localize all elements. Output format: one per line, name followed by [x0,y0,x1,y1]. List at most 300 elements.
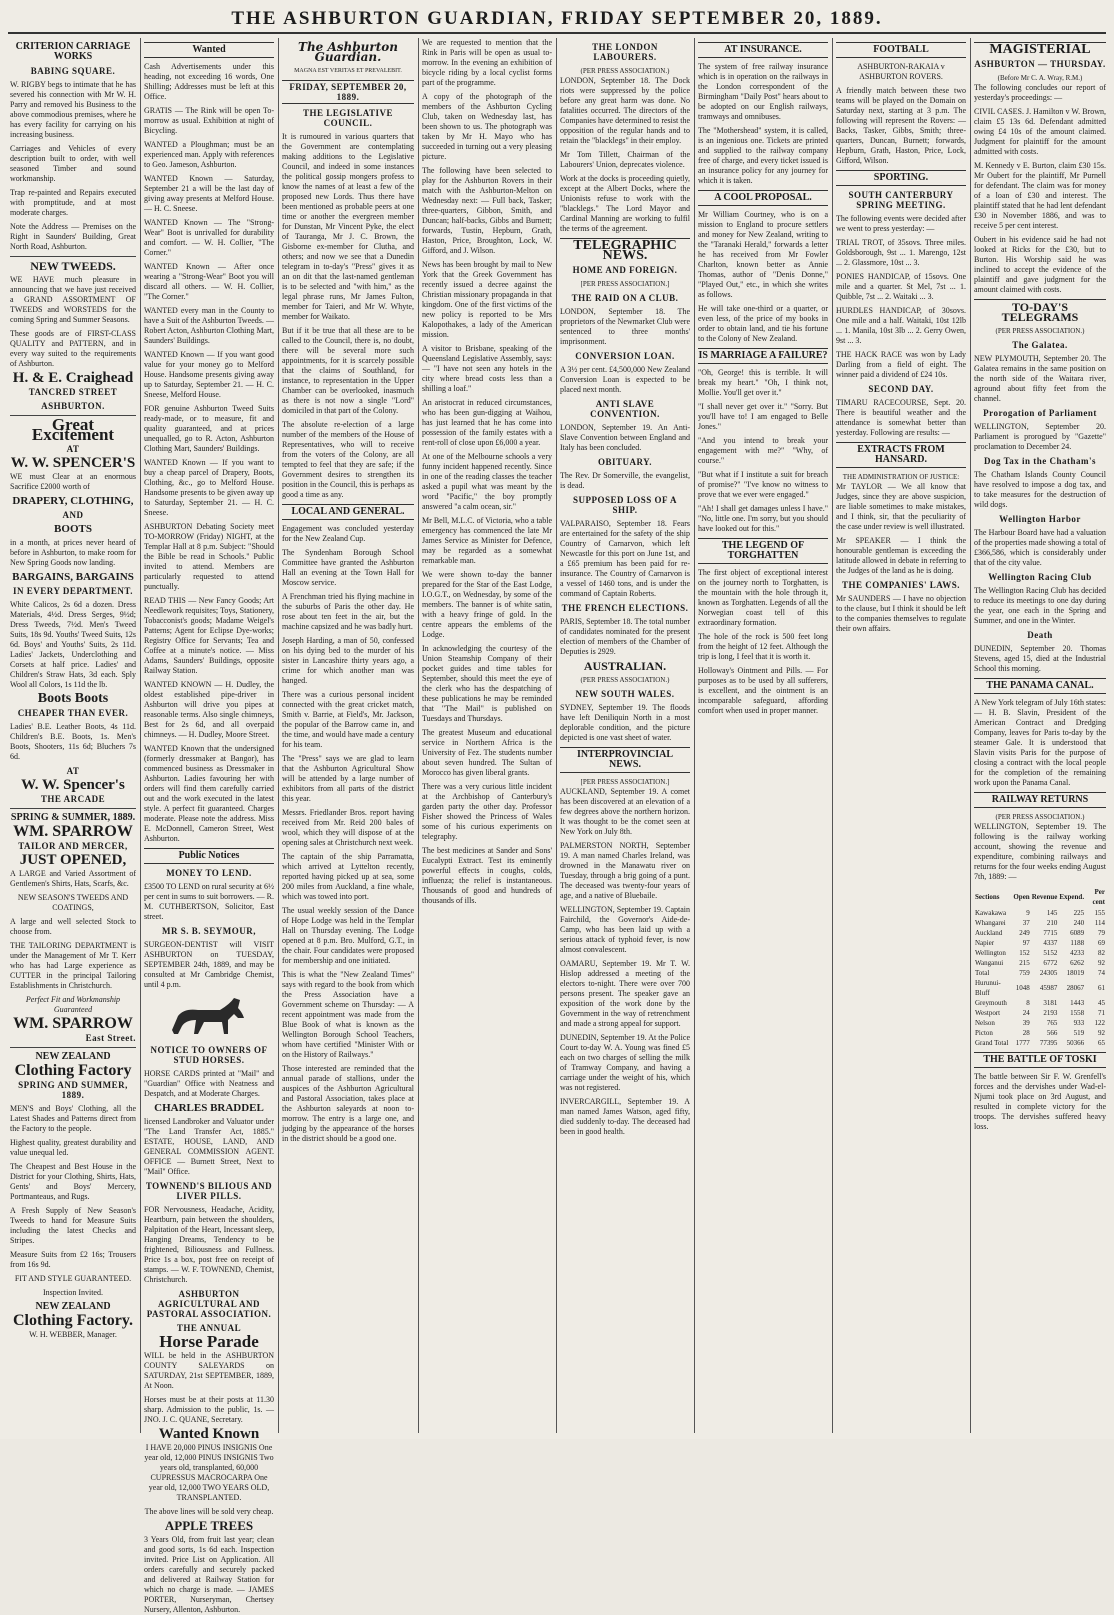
article-source: (PER PRESS ASSOCIATION.) [580,676,670,684]
article-text: TIMARU RACECOURSE, Sept. 20. There is beautiful weather and the attendance is somewhat better than yesterday. Following are results: — [836,398,966,437]
section-heading: FOOTBALL [836,42,966,58]
article-text: The "Press" says we are glad to learn that the Ashburton Agricultural Show will be attended by a large number of exhibitors from all parts of the district this year. [282,754,414,803]
ad-text: White Calicos, 2s 6d a dozen. Dress Materials, 4½d. Dress Serges, 9½d; Dress Tweeds, 7½d. Men's Tweed Suits, 18s 9d. Youths' Tweed Suits, 12s 6d. Boys' and Youths' Suits, 2s 11d. Ladies' Jackets, Underclothing and Corsets at half price. Ladies' and Children's Straw Hats, 3d each. Sply Wool all Colors, 1s 11d the lb. [10,600,136,689]
article-source: [PER PRESS ASSOCIATION.] [580,778,670,786]
article-text: We are requested to mention that the Rink in Paris will be open as usual to-morrow. In the evening an exhibition of bicycle riding by a local cyclist forms part of the programme. [422,38,552,87]
table-cell: Grand Total [975,1039,1009,1047]
column-rule [556,38,557,1433]
table-cell: 45 [1098,999,1105,1007]
table-cell: 24305 [1039,969,1058,977]
article-text: LONDON, September 19. An Anti-Slave Convention between England and Italy has been concluded. [560,423,690,452]
notice-text: FOR genuine Ashburton Tweed Suits ready-made, or to measure, fit and quality guaranteed, and at prices unequalled, go to R. Acton, Ashburton Clothing Mart, Saunders' Buildings. [144,404,274,453]
table-cell: Total [975,969,990,977]
article-text: Mr SPEAKER — I think the honourable gentleman is exceeding the latitude allowed in debate in referring to the Judges of the land as he is doing. [836,536,966,575]
ad-text: Trap re-painted and Repairs executed with promptitude, and at most moderate charges. [10,188,136,217]
article-text: "Ah! I shall get damages unless I have." "No, little one. I'm sorry, but you should have looked out for this." [698,504,828,533]
ad-heading: Great Excitement [31,415,115,444]
notice-text: SURGEON-DENTIST will VISIT ASHBURTON on TUESDAY, SEPTEMBER 24th, 1889, and may be consulted at Mr Cambridge Chemist, until 4 p.m. [144,940,274,989]
article-text: INVERCARGILL, September 19. A man named James Watson, aged fifty, died suddenly to-day. The deceased had been in good health. [560,1097,690,1136]
article-text: News has been brought by mail to New York that the Greek Government has recently issued a decree against the Christian missionary propaganda in that kingdom. One of the first victims of the new policy is reported to be Mrs Kalopothakes, a lady of the American mission. [422,260,552,339]
section-subheading: SOUTH CANTERBURY SPRING MEETING. [848,190,954,210]
table-row [974,958,1106,968]
table-cell: Whangarei [975,919,1006,927]
article-text: Oubert in his evidence said he had not looked at Ricks for the £30, but to Burton. His Worship said he was inclined to accept the evidence of the plaintiff and gave judgment for the amount claimed with costs. [974,235,1106,294]
table-cell: 1777 [1015,1039,1030,1047]
notice-text: WILL be held in the ASHBURTON COUNTY SALEYARDS on SATURDAY, 21st SEPTEMBER, 1889, At Noon. [144,1351,274,1390]
column-7 [836,38,966,1433]
column-rule [832,38,833,1433]
article-text: Engagement was concluded yesterday for the New Zealand Cup. [282,524,414,543]
table-header-cell: Sections [975,893,1000,901]
article-text: The captain of the ship Parramatta, which arrived at Lyttelton recently, reported having picked up at sea, some 200 miles from Auckland, a fine whale, which was towed into port. [282,852,414,901]
article-text: AUCKLAND, September 19. A comet has been discovered at an elevation of a few degrees above the northern horizon. It was thought to be the comet seen at New York on July 8th. [560,787,690,836]
notice-text: Cash Advertisements under this heading, not exceeding 16 words, One Shilling; Addresses must be left at this Office. [144,62,274,101]
notice-text: WANTED Known that the undersigned (formerly dressmaker at Bangor), has commenced business as Dressmaker in Ashburton. Ladies favouring her with orders will find them carefully carried out and the work executed in the latest style. A perfect fit guaranteed. Charges moderate. Please note the address. Miss E. McDonnell, Cameron Street, West Ashburton. [144,744,274,843]
article-text: The best medicines at Sander and Sons' Eucalypti Extract. Test its eminently powerful effects in coughs, colds, influenza; the relief is instantaneous. Thousands of good and hundreds of thousands of ills. [422,846,552,905]
article-text: WELLINGTON, September 20. Parliament is prorogued by "Gazette" proclamation to December 24. [974,422,1106,451]
article-text: PONIES HANDICAP, of 15sovs. One mile and a quarter. St Mel, 7st ... 1. Quibble, 7st ... 2. Waitaki ... 3. [836,272,966,301]
column-rule [418,38,419,1433]
section-heading: EXTRACTS FROM HANSARD. [836,442,966,468]
ad-text: Ladies' B.E. Leather Boots, 4s 11d. Children's B.E. Boots, 1s. Men's Boots, Shooters, 11s 6d; Bluchers 7s 6d. [10,722,136,761]
ad-text: FIT AND STYLE GUARANTEED. [14,1274,132,1283]
article-text: NEW PLYMOUTH, September 20. The Galatea remains in the same position on the north side of the Waitara river, aground about fifty feet from the channel. [974,354,1106,403]
article-text: This is what the "New Zealand Times" says with regard to the book from which the Press Association have a Government scheme on Thursday: — A recent appointment was made from the Blue Book of what is known as the Wellington Borough School Teachers, whom have certified "Minister With or on the History of Railways." [282,970,414,1059]
article-text: A Frenchman tried his flying machine in the suburbs of Paris the other day. He rose about ten feet in the air, but the machine capsized and he was badly hurt. [282,592,414,631]
notice-text: WANTED Known — If you want good value for your money go to Melford House. Handsome presents giving away up to Saturday, September 21. — H. C. Sneese, Melford House. [144,350,274,399]
article-text: PALMERSTON NORTH, September 19. A man named Charles Ireland, was drowned in the Manawatu river on Tuesday, through a brig going of a punt. The deceased was twenty-four years of age, and a native of Bluebaile. [560,841,690,900]
table-row [974,1028,1106,1038]
ad-text: Highest quality, greatest durability and value unequal led. [10,1138,136,1157]
table-cell: Napier [975,939,995,947]
editorial-masthead: The Ashburton Guardian. [298,40,398,64]
table-row [974,978,1106,998]
article-text: The usual weekly session of the Dance of Hope Lodge was held in the Templar Hall on Thursday evening. The Lodge opened at 8 p.m. Bro. Mulford, G.T., in the chair. Four candidates were proposed for membership and one initiated. [282,906,414,965]
article-text: Holloway's Ointment and Pills. — For purposes as to be used by all sufferers, is excellent, and the ointment is an incomparable safeguard, affording comfort when used in proper manner. [698,666,828,715]
table-cell: 122 [1094,1019,1105,1027]
ad-text: Inspection Invited. [43,1288,103,1297]
column-2 [144,38,274,1614]
section-heading: LOCAL AND GENERAL. [282,504,414,520]
article-text: A copy of the photograph of the members of the Ashburton Cycling Club, taken on Wednesday last, has been shown to us. The photograph was taken by Mr H. Mayo who has succeeded in turning out a very pleasing picture. [422,92,552,161]
article-text: OAMARU, September 19. Mr T. W. Hislop addressed a meeting of the electors to-night. There were over 700 persons present. The speaker gave an exposition of the work done by the Government in the way of retrenchment and made a strong appeal for support. [560,959,690,1028]
section-subheading: HOME AND FOREIGN. [572,265,678,275]
section-heading: TO-DAY'S TELEGRAMS [974,299,1106,322]
article-source: (Before Mr C. A. Wray, R.M.) [997,74,1083,82]
article-text: WELLINGTON, September 19. Captain Fairchild, the Governor's Aide-de-Camp, who has been laid up with a serious attack of typhoid fever, is now almost convalescent. [560,905,690,954]
article-text: Mr Bell, M.L.C. of Victoria, who a table emergency has commenced the late Mr James Service as Minister for Defence, may be regarded as a somewhat remarkable man. [422,516,552,565]
ad-subheading: BABING SQUARE. [30,66,116,76]
notice-text: licensed Landbroker and Valuator under "The Land Transfer Act, 1885." ESTATE, HOUSE, LAND, AND GENERAL COMMISSION AGENT. OFFICE — Burnett Street, Next to "Mail" Office. [144,1117,274,1176]
table-cell: 2193 [1043,1009,1058,1017]
ad-subheading: East Street. [85,1033,136,1043]
table-row [974,1038,1106,1048]
table-cell: 39 [1022,1019,1030,1027]
article-text: THE HACK RACE was won by Lady Darling from a field of eight. The winner paid a dividend of £24 10s. [836,350,966,379]
table-cell: Greymouth [975,999,1007,1007]
section-heading: TELEGRAPHIC NEWS. [560,238,690,261]
ad-heading: DRAPERY, CLOTHING, [12,495,134,507]
ad-heading: W. W. SPENCER'S [10,455,136,471]
ad-subheading: CHEAPER THAN EVER. [17,708,129,718]
notice-text: 3 Years Old, from fruit last year; clean and good sorts, 1s 6d each. Inspection invited. Price List on Application. All orders carefully and securely packed and delivered at Railway Station for which no charge is made. — JAMES PORTER, Nurseryman, Chertsey Nursery, Allenton, Ashburton. [144,1535,274,1614]
article-text: An aristocrat in reduced circumstances, who has been gun-digging at Waihou, has just learned that he has come into possession of the family estates with a rent-roll of close upon £6,000 a year. [422,398,552,447]
ad-subheading: ASHBURTON. [41,401,105,411]
article-heading: Death [1027,630,1053,640]
article-source: [PER PRESS ASSOCIATION.] [580,280,670,288]
article-text: ASHBURTON-RAKAIA v ASHBURTON ROVERS. [857,62,945,81]
section-heading: INTERPROVINCIAL NEWS. [560,747,690,773]
notice-text: ASHBURTON Debating Society meet TO-MORROW (Friday) NIGHT, at the Templar Hall at 8 p.m. Subject: "Should the Bible be read in Schools." Public invited to attend. Members are particularly requested to attend punctually. [144,522,274,591]
ad-subheading: IN EVERY DEPARTMENT. [13,586,133,596]
ad-heading: WM. SPARROW [13,823,133,840]
editorial-date: FRIDAY, SEPTEMBER 20, 1889. [282,80,414,104]
article-text: The Wellington Racing Club has decided to reduce its meetings to one day during the year, one each in the Spring and Summer, and one in the Winter. [974,586,1106,625]
divider [10,1047,136,1048]
article-text: There was a very curious little incident at the Archbishop of Canterbury's garden party the other day. Professor Fisher showed the Princess of Wales some of his curious experiments on telegraphy. [422,782,552,841]
table-cell: 765 [1046,1019,1058,1027]
table-cell: Hurunui-Bluff [975,979,1001,997]
ad-heading: BOOTS [54,523,92,535]
table-cell: 92 [1098,1029,1105,1037]
table-cell: 4337 [1043,939,1058,947]
table-cell: 8 [1026,999,1030,1007]
table-cell: 249 [1019,929,1030,937]
article-text: It is rumoured in various quarters that the Government are contemplating making additions to the Legislative Council, and indeed in some instances the political gossip mongers profess to know the names of at least a few of the proposed new Lords. Thus there have been mentioned as probable peers at one time or another the evergreen member for Dunstan, Mr Vincent Pyke, the elect of Tauranga, Mr J. C. Brown, the Gisborne ex-member for Clutha, and others; and now we see that a Dunedin telegram in to-day's "Press" gives it as an on dit that the last-named gentleman is to be selected and "with him," as the legal phrase runs, Mr James Fulton, member for Taieri, and Mr W. Whyte, member for Waikato. [282,132,414,321]
article-text: There was a curious personal incident connected with the great cricket match, Smith v. Barrie, at Field's, Mr. Jackson, the popular of the Barrow came in, and the time, and would have made a century for his team. [282,690,414,749]
notice-heading: CHARLES BRADDEL [154,1102,264,1114]
article-text: The Rev. Dr Somerville, the evangelist, is dead. [560,471,690,490]
notice-heading: MR S. B. SEYMOUR, [161,926,256,936]
table-cell: 519 [1073,1029,1085,1037]
article-heading: THE COMPANIES' LAWS. [841,580,961,590]
ad-text: W. H. WEBBER, Manager. [29,1330,117,1339]
section-subheading: ASHBURTON — THURSDAY. [974,59,1106,69]
article-text: DUNEDIN, September 20. Thomas Stevens, aged 15, died at the Industrial School this morning. [974,644,1106,673]
article-text: The Harbour Board have had a valuation of the properties made showing a total of £366,586, which is considerably under that of the city value. [974,528,1106,567]
table-cell: Wanganui [975,959,1004,967]
notice-text: WANTED Known — After once wearing a "Strong-Wear" Boot you will discard all others. — W. H. Collier, "The Corner." [144,262,274,301]
table-body [974,908,1106,1048]
table-row [974,998,1106,1008]
masthead-rule [8,32,1106,34]
ad-text: Perfect Fit and Workmanship Guaranteed [25,995,121,1014]
article-text: The absolute re-election of a large number of the members of the House of Representatives, who will to receive from the voters of the Colony, are all tempted to feel that they are safe; if the Government desires to strengthen its position in the Council, this is perhaps as good a time as any. [282,420,414,499]
divider [10,808,136,809]
article-text: The hole of the rock is 500 feet long from the height of 12 feet. Although the trip is long, I feel that it is worth it. [698,632,828,661]
article-heading: CONVERSION LOAN. [575,351,675,361]
table-cell: 3181 [1043,999,1058,1007]
ad-subheading: TAILOR AND MERCER, [18,841,128,851]
article-heading: NEW SOUTH WALES. [575,689,675,699]
column-rule [970,38,971,1433]
article-text: Those interested are reminded that the annual parade of stallions, under the auspices of the Ashburton Agricultural and Pastoral Association, takes place at the Ashburton saleyards at noon to-morrow. The entry is a large one, and judging by the appearance of the horses in the district should be a good one. [282,1064,414,1143]
article-heading: The Galatea. [1012,340,1068,350]
table-cell: 225 [1073,909,1085,917]
ad-heading: NEW TWEEDS. [30,259,116,273]
article-text: VALPARAISO, September 18. Fears are entertained for the safety of the ship Country of Carnarvon, which left Newcastle for this port on June 1st, and a £65 premium has been paid for re-insurance. The Country of Carnarvon is a vessel of 1460 tons, and is under the command of Captain Roberts. [560,519,690,598]
article-text: A 3½ per cent. £4,500,000 New Zealand Conversion Loan is expected to be placed next month. [560,365,690,394]
ad-text: WE HAVE much pleasure in announcing that we have just received a GRAND ASSORTMENT OF TWEEDS and WORSTEDS for the coming Spring and Summer Seasons. [10,275,136,324]
table-cell: 77395 [1039,1039,1058,1047]
section-heading: THE PANAMA CANAL. [974,678,1106,694]
table-cell: Wellington [975,949,1006,957]
table-header-cell: Open [1013,893,1030,901]
notice-text: Horses must be at their posts at 11.30 sharp. Admission to the public, 1s. — JNO. J. C. QUANE, Secretary. [144,1395,274,1424]
ad-heading: Boots Boots [37,691,109,706]
table-cell: 759 [1019,969,1030,977]
article-heading: Wellington Harbor [999,514,1081,524]
notice-heading: APPLE TREES [164,1518,254,1533]
section-heading: Wanted [144,42,274,58]
article-text: Mr TAYLOR — We all know that Judges, since they are above suspicion, are liable sometimes to make mistakes, and I think, sir, that the peculiarity of the case under review is well illustrated. [836,482,966,531]
notice-heading: NOTICE TO OWNERS OF STUD HORSES. [150,1045,268,1065]
article-text: DUNEDIN, September 19. At the Police Court to-day W. A. Young was fined £5 each on two charges of selling the milk of Tramway Company, and having a carriage under the weight of his, which was not registered. [560,1033,690,1092]
table-cell: Picton [975,1029,993,1037]
table-cell: 6089 [1070,929,1085,937]
ad-heading: SPRING & SUMMER, 1889. [10,812,136,823]
article-heading: THE LONDON LABOURERS. [592,42,658,62]
article-heading: Dog Tax in the Chatham's [983,456,1097,466]
ad-text: These goods are of FIRST-CLASS QUALITY and PATTERN, and in every way suited to the requirements of Ashburton. [10,329,136,368]
column-6 [698,38,828,1433]
notice-text: WANTED a Ploughman; must be an experienced man. Apply with references to Geo. Jameson, Ashburton. [144,140,274,169]
article-heading: THE FRENCH ELECTIONS. [561,603,689,613]
article-source: (PER PRESS ASSOCIATION.) [995,327,1085,335]
table-cell: 71 [1098,1009,1105,1017]
column-rule [694,38,695,1433]
article-text: Mr SAUNDERS — I have no objection to the clause, but I think it should be left to the companies themselves to regulate their own affairs. [836,594,966,633]
railway-returns-table [974,886,1106,1048]
column-4 [422,38,552,1433]
ad-subheading: AT [66,444,80,454]
table-header-cell: Revenue [1031,893,1058,901]
table-cell: Auckland [975,929,1003,937]
table-cell: 6772 [1043,959,1058,967]
article-text: He will take one-third or a quarter, or even less, of the price of my books in order to obtain land, and tie his fortune to the Colony of New Zealand. [698,304,828,343]
notice-text: WANTED KNOWN — H. Dudley, the oldest established pipe-driver in Ashburton will drive you pipes at reasonable terms. Also single chimneys, Best for 2s 6d, and all overpaid chimneys. — H. Dudley, Moore Street. [144,680,274,739]
article-heading: SECOND DAY. [868,384,934,394]
article-text: The greatest Museum and educational service in Northern Africa is the University of Fez. The students number about seven hundred. The Sultan of Morocco has given liberal grants. [422,728,552,777]
table-row [974,1018,1106,1028]
notice-text: WANTED Known — If you want to buy a cheap parcel of Drapery, Boots, Clothing, &c., go to Melford House. Handsome presents to be given away up to Saturday, September 21. — H. C. Sneese. [144,458,274,517]
article-text: The Chatham Islands County Council have resolved to impose a dog tax, and to take measures for the destruction of wild dogs. [974,470,1106,509]
article-heading: SUPPOSED LOSS OF A SHIP. [573,495,677,515]
table-cell: 50366 [1066,1039,1085,1047]
article-text: Joseph Harding, a man of 50, confessed on his dying bed to the murder of his sister in Lancashire thirty years ago, a crime for which another man was hanged. [282,636,414,685]
ad-text: Carriages and Vehicles of every description built to order, with well seasoned Timber and sound workmanship. [10,144,136,183]
notice-text: WANTED Known — Saturday, September 21 a will be the last day of giving away presents at Melford House. — H. C. Sneese. [144,174,274,213]
table-cell: 933 [1073,1019,1085,1027]
column-1 [10,38,136,1433]
article-text: LONDON, September 18. The proprietors of the Newmarket Club were sentenced to three months' imprisonment. [560,307,690,346]
section-heading: MAGISTERIAL [974,42,1106,55]
table-header-cell: Per cent [1092,888,1105,906]
section-heading: Public Notices [144,848,274,864]
article-text: Mr Tom Tillett, Chairman of the Labourers' Union, deprecates violence. [560,150,690,169]
column-5 [560,38,690,1433]
article-text: In acknowledging the courtesy of the Union Steamship Company of their pocket guides and time tables for September, should this meet the eye of the clerk who has the despatching of these publications he may be reminded that "The Mail" is published on Tuesdays and Thursdays. [422,644,552,723]
article-text: A friendly match between these two teams will be played on the Domain on Saturday next, starting at 3 p.m. The following will represent the Rovers: — Backs, Tasker, Gibbs, Smith; three-quarters, Duncan, Burnett; forwards, Hepburn, Grath, Haston, Price, Lock, Gifford, Wilson. [836,86,966,165]
ad-text: Measure Suits from £2 16s; Trousers from 16s 9d. [10,1250,136,1269]
article-text: SYDNEY, September 19. The floods have left Deniliquin North in a most deplorable condition, and the picture depicted is one vast sheet of water. [560,703,690,742]
divider [10,256,136,257]
section-heading: SPORTING. [836,170,966,186]
table-cell: 114 [1094,919,1105,927]
article-text: "I shall never get over it." "Sorry. But you'll have to! I am engaged to Belle Jones." [698,402,828,431]
notice-heading: THE ANNUAL [176,1323,242,1333]
ad-text: THE TAILORING DEPARTMENT is under the Management of Mr T. Kerr who has had Large experience as CUTTER in the principal Tailoring Establishments in Christchurch. [10,941,136,990]
notice-text: READ THIS — New Fancy Goods; Art Needlework requisites; Toys, Stationery, Tobacconist's goods; Madame Weigel's Patterns; Agent for Eclipse Dye-works; Registry Office for Servants; Tea and Coffee at a minute's notice. — Miss Adams, Saunders' Buildings, opposite Railway Station. [144,596,274,675]
table-cell: 28067 [1066,984,1085,992]
table-cell: 24 [1022,1009,1030,1017]
table-cell: 82 [1098,949,1105,957]
table-cell: 210 [1046,919,1058,927]
notice-text: £3500 TO LEND on rural security at 6½ per cent in sums to suit borrowers. — R. M. CUTHBERTSON, Solicitor, East street. [144,882,274,921]
notice-text: FOR Nervousness, Headache, Acidity, Heartburn, pain between the shoulders, Palpitation of the Heart, Incessant sleep, Hanging Dreams, Tendency to be frightened, Biliousness and Fullness. Price 1s a box, post free on receipt of stamps. — W. F. TOWNEND, Chemist, Christchurch. [144,1205,274,1284]
table-row [974,908,1106,918]
table-cell: 5152 [1043,949,1058,957]
article-text: "But what if I institute a suit for breach of promise?" "I've know no witness to prove that we ever were engaged." [698,470,828,499]
article-text: CIVIL CASES. J. Hamilton v W. Brown, claim £5 13s 6d. Defendant admitted owing £4 10s of the amount claimed. Judgment for plaintiff for the amount admitted with costs. [974,107,1106,156]
ad-subheading: THE ARCADE [40,794,106,804]
ad-text: NEW SEASON'S TWEEDS AND COATINGS, [17,893,129,912]
article-heading: THE LEGISLATIVE COUNCIL. [302,108,394,128]
section-heading: RAILWAY RETURNS [974,792,1106,808]
article-heading: Prorogation of Parliament [983,408,1097,418]
article-text: M. Kennedy v E. Burton, claim £30 15s. Mr Oubert for the plaintiff, Mr Purnell for defendant. The claim was for money of a loan of £30 and interest. The plaintiff stated that he had lent defendant £30 in November 1886, and was to receive 5 per cent interest. [974,161,1106,230]
table-cell: Kawakawa [975,909,1007,917]
notice-text: The above lines will be sold very cheap. [144,1507,274,1516]
ad-text: in a month, at prices never heard of before in Ashburton, to make room for New Spring Goods now landing. [10,538,136,567]
ad-subheading: AND [62,510,84,520]
column-3 [282,38,414,1433]
notice-heading: Wanted Known [158,1426,260,1442]
table-cell: 1443 [1070,999,1085,1007]
section-subheading: THE ADMINISTRATION OF JUSTICE: [842,473,960,481]
table-cell: 240 [1073,919,1085,927]
ad-heading: CRITERION CARRIAGE WORKS [15,41,131,62]
ad-heading: Clothing Factory [14,1062,132,1079]
article-text: At one of the Melbourne schools a very funny incident happened recently. Since in one of the reading classes the teacher asked a pupil what was meant by the word "Pacific," the boy promptly answered "a calm ocean, sir." [422,452,552,511]
table-row [974,1008,1106,1018]
ad-text: A large and well selected Stock to choose from. [10,917,136,936]
article-text: We were shown to-day the banner prepared for the Star of the East Lodge, I.O.G.T., on Wednesday, by some of the members. The banner is of white satin, with a heavy fringe of gold. In the centre appears the emblems of the Lodge. [422,570,552,639]
article-text: "And you intend to break your engagement with me?" "Why, of course." [698,436,828,465]
table-cell: 152 [1019,949,1030,957]
article-text: The "Mothershead" system, it is called, is an ingenious one. Tickets are printed and supplied to the railway company free of charge, and every ticket issued is an insurance policy for any journey for which it is taken. [698,126,828,185]
notice-heading: Horse Parade [159,1332,259,1351]
section-heading: IS MARRIAGE A FAILURE? [698,348,828,364]
notice-text: GRATIS — The Rink will be open To-morrow as usual. Exhibition at night of Bicycling. [144,106,274,135]
table-cell: 37 [1022,919,1030,927]
column-rule [140,38,141,1433]
ad-text: WE must Clear at an enormous Sacrifice £2000 worth of [10,472,136,491]
column-rule [278,38,279,1433]
ad-text: W. RIGBY begs to intimate that he has severed his connection with Mr W. H. Parry and removed his Business to the above commodious premises, where he has every facility for carrying on his increasing business. [10,80,136,139]
article-text: "Oh, George! this is terrible. It will break my heart." "Oh, I think not, Mollie. You'll get over it." [698,368,828,397]
table-cell: 79 [1098,929,1105,937]
article-heading: OBITUARY. [597,457,653,467]
notice-heading: MONEY TO LEND. [166,868,252,878]
column-8 [974,38,1106,1433]
table-cell: 97 [1022,939,1030,947]
table-row [974,918,1106,928]
ad-heading: JUST OPENED, [19,852,127,868]
article-text: The battle between Sir F. W. Grenfell's forces and the dervishes under Wad-el-Njumi took place on 3rd August, and resulted in complete victory for the troops. The dervishes suffered heavy loss. [974,1072,1106,1131]
table-cell: Westport [975,1009,1001,1017]
ad-subheading: AT [66,766,80,776]
notice-text: WANTED every man in the County to have a Suit of the Ashburton Tweeds. — Robert Acton, Ashburton Clothing Mart, Saunders' Buildings. [144,306,274,345]
article-text: LONDON, September 18. The Dock riots were suppressed by the police before any great harm was done. No fatalities occurred. The directors of the Companies have determined to resist the opposition of the regular hands and to retain the "blacklegs" in their employ. [560,76,690,145]
article-heading: THE RAID ON A CLUB. [571,293,679,303]
article-text: PARIS, September 18. The total number of candidates nominated for the present election of members of the Chamber of Deputies is 2929. [560,617,690,656]
table-cell: 1558 [1070,1009,1085,1017]
article-text: The system of free railway insurance which is in operation on the railways in the London correspondent of the Birmingham "Daily Post" hears about to be adopted on our English railways, tramways and omnibuses. [698,62,828,121]
table-cell: 28 [1022,1029,1030,1037]
ad-text: The Cheapest and Best House in the District for your Clothing, Shirts, Hats, Gents' and Boys' Mercery, Portmanteaus, and Rugs. [10,1162,136,1201]
article-text: Messrs. Friedlander Bros. report having received from Mr. Reid 200 bales of wool, which they will dispose of at the opening sales at Christchurch next week. [282,808,414,847]
article-text: Work at the docks is proceeding quietly, except at the Albert Docks, where the Unionists refuse to work with the "blacklegs." The Lord Mayor and Cardinal Manning are working to fulfil the terms of the agreement. [560,174,690,233]
article-source: (PER PRESS ASSOCIATION.) [580,67,670,75]
horse-icon [164,994,254,1038]
ad-heading: NEW ZEALAND [35,1301,111,1312]
notice-text: WANTED Known — The "Strong-Wear" Boot is unrivalled for durability and comfort. — W. H. Collier, "The Corner." [144,218,274,257]
table-cell: 74 [1098,969,1105,977]
table-row [974,948,1106,958]
table-cell: 7715 [1043,929,1058,937]
table-cell: 61 [1098,984,1105,992]
ad-heading: BARGAINS, BARGAINS [12,571,134,583]
table-cell: Nelson [975,1019,995,1027]
section-heading: A COOL PROPOSAL. [698,190,828,206]
section-heading: THE LEGEND OF TORGHATTEN [698,538,828,564]
horse-illustration [144,994,274,1041]
article-text: TRIAL TROT, of 35sovs. Three miles. Goldsborough, 9st ... 1. Marengo, 12st ... 2. Glassmore, 10st ... 3. [836,238,966,267]
ad-heading: NEW ZEALAND [35,1051,111,1062]
ad-text: A LARGE and Varied Assortment of Gentlemen's Shirts, Hats, Scarfs, &c. [10,869,136,888]
section-heading: AUSTRALIAN. [583,659,667,673]
notice-heading: TOWNEND'S BILIOUS AND LIVER PILLS. [145,1181,273,1201]
ad-heading: WM. SPARROW [13,1015,133,1032]
article-source: (PER PRESS ASSOCIATION.) [995,813,1085,821]
notice-heading: ASHBURTON AGRICULTURAL AND PASTORAL ASSOCIATION. [146,1289,272,1319]
table-cell: 9 [1026,909,1030,917]
article-heading: ANTI SLAVE CONVENTION. [590,399,660,419]
article-text: Mr William Courtney, who is on a mission to England to procure settlers and money for New Zealand, writing to the "Taranaki Herald," forwards a letter he has received from Mr Fowler Charlton, known better as Annie Thomas, author of "Denis Donne," "Played Out," etc., in which she writes as follows. [698,210,828,299]
editorial-motto: MAGNA EST VERITAS ET PREVALEBIT. [294,68,402,74]
table-header-row [974,886,1106,908]
article-text: The following events were decided after we went to press yesterday: — [836,214,966,233]
table-cell: 1188 [1070,939,1085,947]
table-cell: 65 [1098,1039,1105,1047]
table-row [974,928,1106,938]
section-heading: AT INSURANCE. [698,42,828,58]
article-text: WELLINGTON, September 19. The following is the railway working account, showing the revenue and expenditure, combining railways and returns for the four weeks ending August 7th, 1889: — [974,822,1106,881]
table-cell: 45987 [1039,984,1058,992]
ad-text: Note the Address — Premises on the Right in Saunders' Building, Great North Road, Ashburton. [10,222,136,251]
ad-heading: Clothing Factory. [13,1312,133,1329]
section-heading: THE BATTLE OF TOSKI [974,1052,1106,1068]
article-text: HURDLES HANDICAP, of 30sovs. One mile and a half. Waitaki, 10st 12lb ... 1. Manila, 10st 3lb ... 2. Gerry Owen, 9st ... 3. [836,306,966,345]
ad-text: A Fresh Supply of New Season's Tweeds to hand for Measure Suits including the latest Checks and Stripes. [10,1206,136,1245]
notice-text: HORSE CARDS printed at "Mail" and "Guardian" Office with Neatness and Despatch, and at Moderate Charges. [144,1069,274,1098]
table-cell: 6262 [1070,959,1085,967]
article-text: A visitor to Brisbane, speaking of the Queensland Legislative Assembly, says: — "I have not seen any hotels in the city where bread costs less than a shilling a loaf." [422,344,552,393]
table-cell: 566 [1046,1029,1058,1037]
article-text: The following concludes our report of yesterday's proceedings: — [974,83,1106,102]
ad-subheading: SPRING AND SUMMER, 1889. [18,1080,128,1100]
